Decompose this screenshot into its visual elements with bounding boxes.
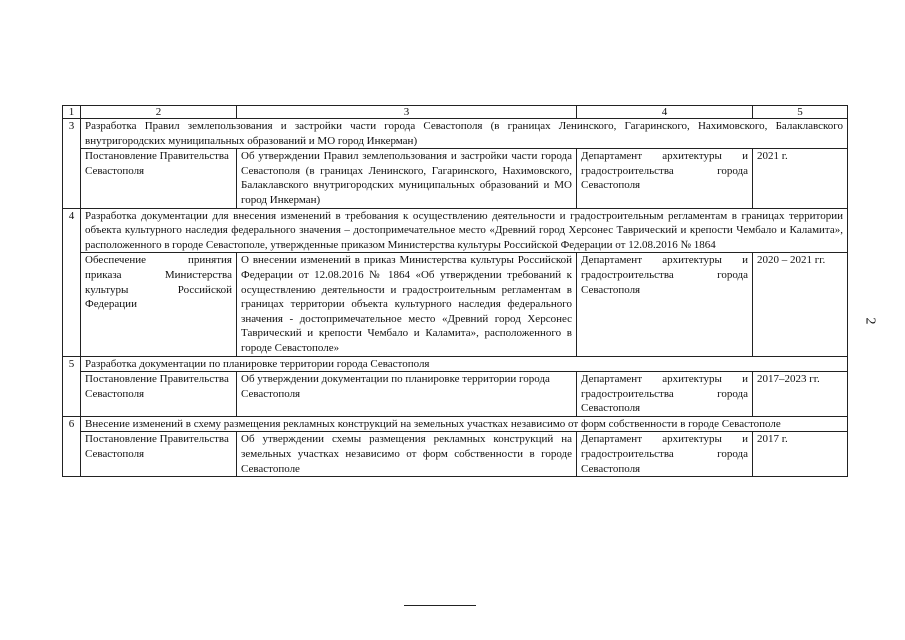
document-type: Обеспечение принятия приказа Министерства культуры Российской Федерации [81, 253, 237, 356]
section-detail-row [63, 432, 848, 477]
document-name: Об утверждении схемы размещения рекламных конструкций на земельных участках независимо от форм собственности в городе Севастополе [237, 432, 577, 477]
header-col-2: 2 [81, 106, 237, 119]
term: 2017 г. [753, 432, 848, 477]
document-type: Постановление Правительства Севастополя [81, 149, 237, 208]
section-title: Внесение изменений в схему размещения рекламных конструкций на земельных участках независимо от форм собственности в городе Севастополе [81, 416, 848, 432]
section-number: 5 [63, 356, 81, 416]
section-row [63, 208, 848, 253]
table-header-row [63, 106, 848, 119]
section-row [63, 416, 848, 432]
header-col-3: 3 [237, 106, 577, 119]
header-col-5: 5 [753, 106, 848, 119]
executor: Департамент архитектуры и градостроительства города Севастополя [577, 432, 753, 477]
section-title: Разработка документации для внесения изменений в требования к осуществлению деятельности и градостроительным регламентам в границах территории объекта культурного наследия федерального значения – достопримечательное место «Древний город Херсонес Таврический и крепости Чембало и Каламита», расположенного в городе Севастополе, утвержденные приказом Министерства культуры Российской Федерации от 12.08.2016 № 1864 [81, 208, 848, 253]
document-name: Об утверждении документации по планировке территории города Севастополя [237, 372, 577, 417]
section-title: Разработка Правил землепользования и застройки части города Севастополя (в границах Ленинского, Гагаринского, Нахимовского, Балаклавского внутригородских муниципальных образований и МО город Инкерман) [81, 119, 848, 149]
section-row [63, 119, 848, 149]
header-col-4: 4 [577, 106, 753, 119]
executor: Департамент архитектуры и градостроительства города Севастополя [577, 149, 753, 208]
document-type: Постановление Правительства Севастополя [81, 372, 237, 417]
term: 2020 – 2021 гг. [753, 253, 848, 356]
section-detail-row [63, 253, 848, 356]
plan-table [62, 105, 848, 477]
section-number: 3 [63, 119, 81, 209]
term: 2021 г. [753, 149, 848, 208]
term: 2017–2023 гг. [753, 372, 848, 417]
header-col-1: 1 [63, 106, 81, 119]
page-number: 2 [862, 317, 878, 325]
document-name: Об утверждении Правил землепользования и застройки части города Севастополя (в границах Ленинского, Гагаринского, Нахимовского, Балаклавского внутригородских муниципальных образований и МО город Инкерман) [237, 149, 577, 208]
end-separator-line [404, 605, 476, 606]
section-detail-row [63, 372, 848, 417]
executor: Департамент архитектуры и градостроительства города Севастополя [577, 253, 753, 356]
section-title: Разработка документации по планировке территории города Севастополя [81, 356, 848, 372]
section-number: 6 [63, 416, 81, 476]
executor: Департамент архитектуры и градостроительства города Севастополя [577, 372, 753, 417]
section-row [63, 356, 848, 372]
document-type: Постановление Правительства Севастополя [81, 432, 237, 477]
section-number: 4 [63, 208, 81, 356]
section-detail-row [63, 149, 848, 208]
document-name: О внесении изменений в приказ Министерства культуры Российской Федерации от 12.08.2016 № 1864 «Об утверждении требований к осуществлению деятельности и градостроительным регламентам в границах территории объекта культурного наследия федерального значения - достопримечательное место «Древний город Херсонес Таврический и крепости Чембало и Каламита», расположенного в городе Севастополе» [237, 253, 577, 356]
